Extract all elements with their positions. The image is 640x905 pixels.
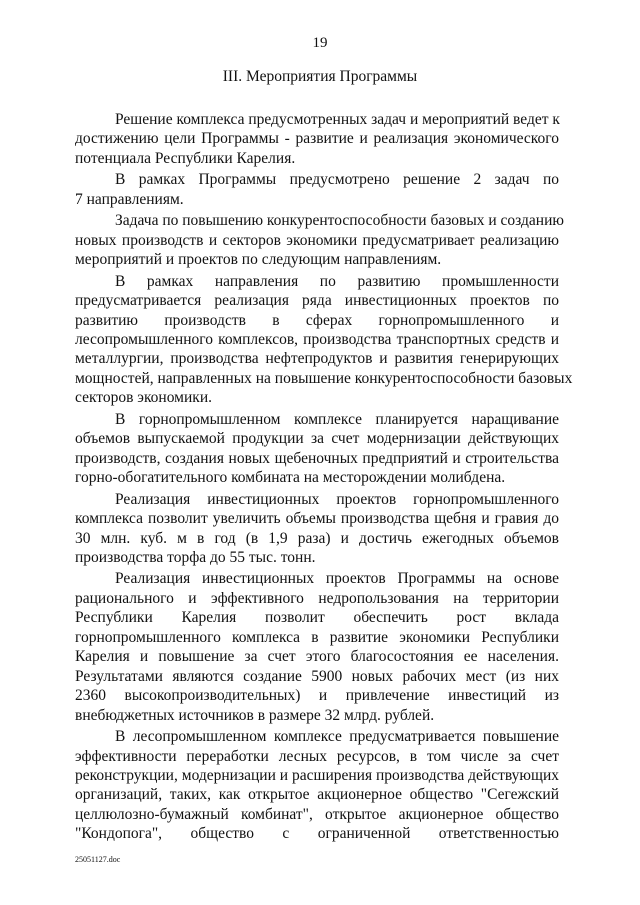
page-number: 19: [312, 35, 328, 51]
paragraph: [75, 490, 559, 568]
text-line: комплекса позволит увеличить объемы производства щебня и гравия до: [75, 510, 559, 528]
text-line: горно-обогатительного комбината на месторождении молибдена.: [75, 469, 506, 487]
text-line: Решение комплекса предусмотренных задач и мероприятий ведет к: [115, 111, 560, 128]
text-line: производства торфа до 55 тыс. тонн.: [75, 548, 316, 566]
body-text: [75, 110, 573, 844]
paragraph: [75, 211, 564, 269]
text-line: достижению цели Программы - развитие и реализация экономического: [75, 130, 559, 148]
text-line: организаций, таких, как открытое акционерное общество "Сегежский: [75, 786, 559, 804]
text-line: В рамках Программы предусмотрено решение 2 задач по: [115, 171, 559, 189]
text-line: внебюджетных источников в размере 32 млрд. рублей.: [75, 706, 435, 724]
text-line: "Кондопога", общество с ограниченной ответственностью: [75, 825, 559, 843]
text-line: целлюлозно-бумажный комбинат", открытое акционерное общество: [75, 805, 559, 823]
text-line: рационального и эффективного недропользования на территории: [75, 589, 559, 607]
text-line: 2360 высокопроизводительных) и привлечение инвестиций из: [75, 687, 559, 705]
text-line: горнопромышленного комплекса в развитие экономики Республики: [75, 628, 559, 646]
paragraph: [75, 410, 559, 488]
paragraph: [75, 272, 573, 408]
text-line: мощностей, направленных на повышение конкурентоспособности базовых: [75, 369, 573, 387]
text-line: металлургии, производства нефтепродуктов и развития генерирующих: [75, 350, 559, 368]
text-line: В рамках направления по развитию промышленности: [115, 272, 559, 290]
text-line: Результатами являются создание 5900 новых рабочих мест (из них: [75, 667, 559, 685]
paragraph: [75, 110, 559, 168]
text-line: потенциала Республики Карелия.: [75, 149, 296, 167]
text-line: секторов экономики.: [75, 389, 212, 407]
text-line: объемов выпускаемой продукции за счет модернизации действующих: [75, 430, 559, 448]
text-line: Карелия и повышение за счет этого благосостояния ее населения.: [75, 648, 559, 666]
text-line: Реализация инвестиционных проектов горнопромышленного: [115, 490, 559, 508]
text-line: производств, создания новых щебеночных предприятий и строительства: [75, 449, 559, 467]
paragraph: [75, 727, 559, 844]
document-filename: 25051127.doc: [75, 855, 121, 864]
section-title: III. Мероприятия Программы: [222, 68, 418, 85]
text-line: эффективности переработки лесных ресурсов, в том числе за счет: [75, 747, 559, 765]
text-line: предусматривается реализация ряда инвестиционных проектов по: [75, 292, 559, 310]
text-line: 7 направлениям.: [75, 190, 184, 208]
text-line: развитию производств в сферах горнопромышленного и: [75, 311, 559, 329]
text-line: мероприятий и проектов по следующим направлениям.: [75, 251, 442, 269]
text-line: В лесопромышленном комплексе предусматривается повышение: [115, 728, 559, 746]
text-line: лесопромышленного комплексов, производства транспортных средств и: [75, 330, 559, 348]
text-line: В горнопромышленном комплексе планируется наращивание: [115, 410, 559, 428]
text-line: Реализация инвестиционных проектов Программы на основе: [115, 570, 559, 588]
text-line: 30 млн. куб. м в год (в 1,9 раза) и достичь ежегодных объемов: [75, 529, 559, 547]
paragraph: [75, 170, 559, 209]
text-line: реконструкции, модернизации и расширения производства действующих: [75, 766, 559, 784]
text-line: новых производств и секторов экономики предусматривает реализацию: [75, 231, 559, 249]
text-line: Республики Карелия позволит обеспечить рост вклада: [75, 609, 559, 627]
text-line: Задача по повышению конкурентоспособности базовых и созданию: [115, 212, 564, 230]
paragraph: [75, 569, 559, 725]
